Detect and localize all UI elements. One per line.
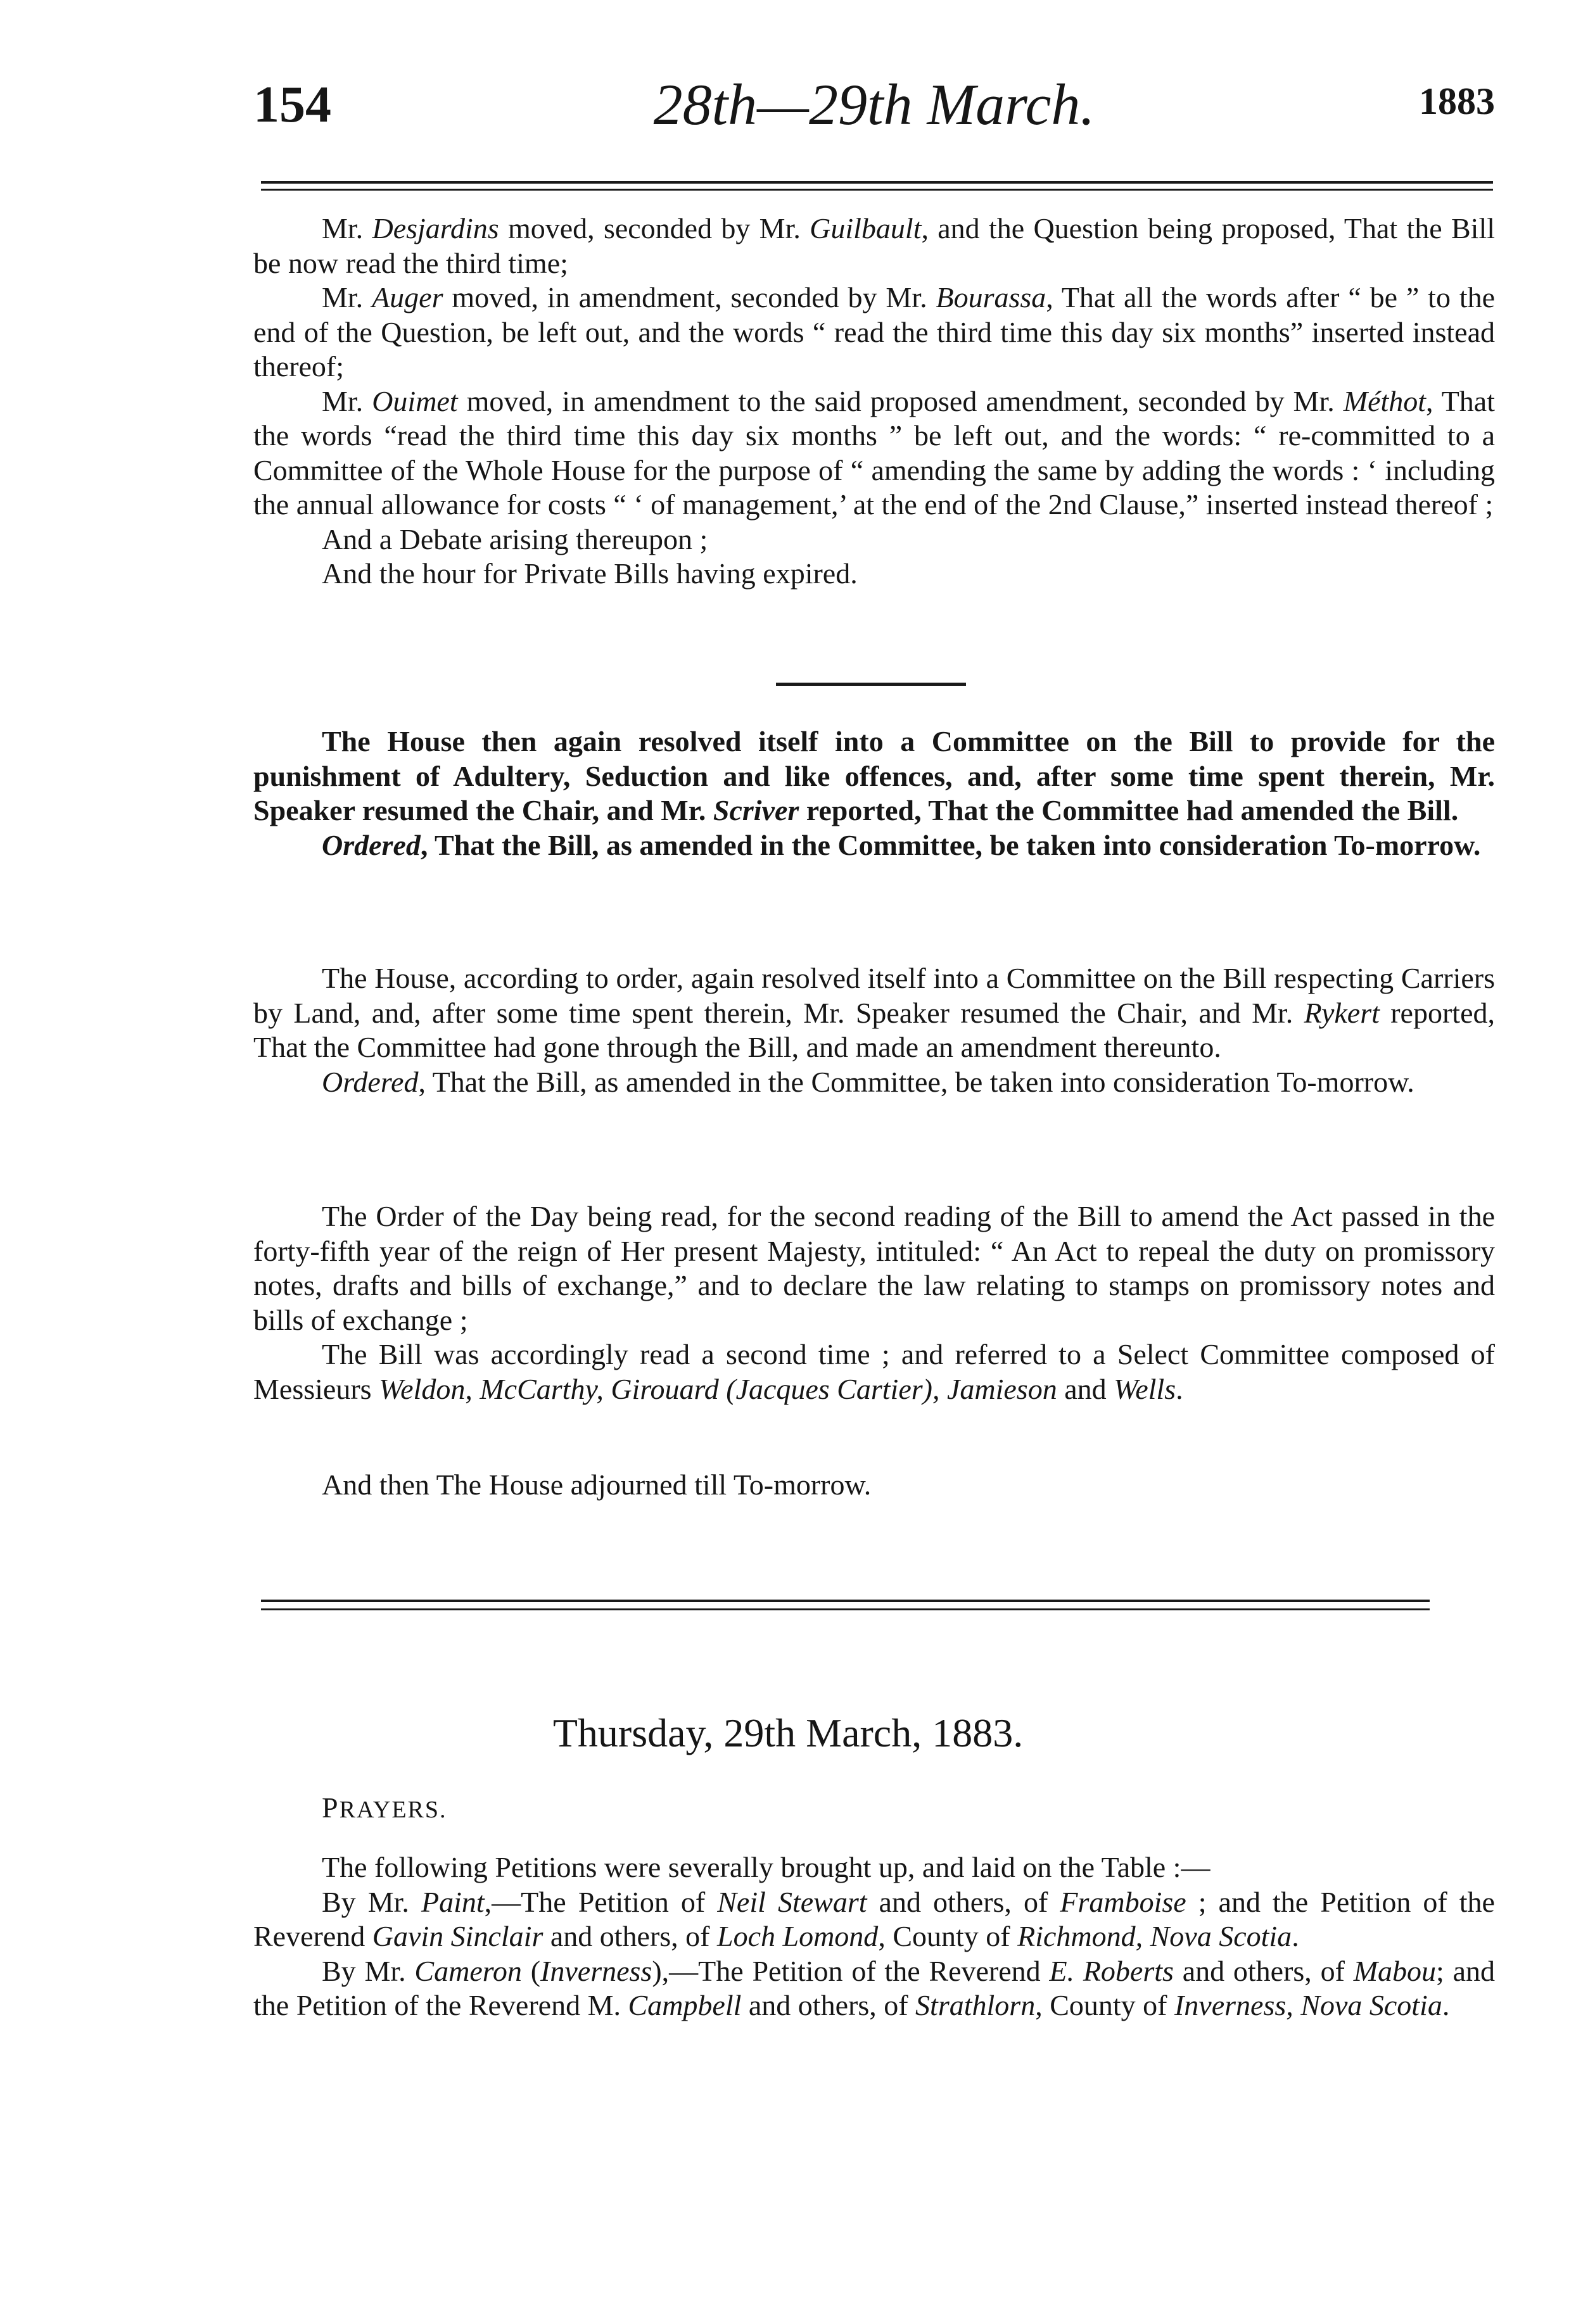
petitioner-name: Campbell	[628, 1989, 742, 2021]
stamps-bill-section	[253, 1199, 1495, 1406]
header-rule-bottom	[261, 189, 1493, 191]
place-name: Loch Lomond	[717, 1920, 879, 1952]
member-names: Weldon, McCarthy, Girouard (Jacques Cartier), Jamieson	[379, 1372, 1057, 1405]
member-name: Auger	[372, 281, 443, 313]
member-name: Guilbault	[810, 212, 922, 244]
carriers-bill-section	[253, 961, 1495, 1099]
section-separator	[776, 683, 966, 686]
adjournment-line: And then The House adjourned till To-morrow.	[322, 1468, 872, 1501]
debate-arising-line: And a Debate arising thereupon ;	[322, 522, 708, 555]
stamps-committee-paragraph: The Bill was accordingly read a second time ; and referred to a Select Committee composed of Messieurs Weldon, McCarthy, Girouard (Jacques Cartier), Jamieson and Wells.	[253, 1338, 1495, 1405]
adultery-ordered-paragraph: Ordered, That the Bill, as amended in the Committee, be taken into consideration To-morrow.	[322, 828, 1481, 861]
petitioner-name: Neil Stewart	[717, 1885, 867, 1918]
debate-section	[253, 212, 1495, 591]
member-name: Cameron	[414, 1954, 522, 1987]
debate-amendment-paragraph: Mr. Auger moved, in amendment, seconded by Mr. Bourassa, That all the words after “ be ” to the end of the Question, be left out, and the words “ read the third time this day six months” inserted instead thereof;	[253, 281, 1496, 382]
member-name: Bourassa	[936, 281, 1046, 313]
hour-expired-line: And the hour for Private Bills having expired.	[322, 557, 858, 590]
member-name: Scriver	[713, 794, 799, 826]
petitioner-name: Gavin Sinclair	[372, 1920, 543, 1952]
adjournment-section	[253, 1468, 1495, 1503]
page-number: 154	[253, 75, 331, 133]
member-name: Paint	[421, 1885, 485, 1918]
day-rule-bottom	[261, 1608, 1430, 1610]
petitions-intro: The following Petitions were severally brought up, and laid on the Table :—	[322, 1851, 1211, 1883]
petitions-section	[253, 1850, 1495, 2023]
stamps-order-paragraph: The Order of the Day being read, for the second reading of the Bill to amend the Act passed in the forty-fifth year of the reign of Her present Majesty, intituled: “ An Act to repeal the duty on promissory notes, drafts and bills of exchange,” and to declare the law relating to stamps on promissory notes and bills of exchange ;	[253, 1200, 1495, 1336]
member-name: Rykert	[1304, 996, 1380, 1029]
date-heading: Thursday, 29th March, 1883.	[552, 1710, 1024, 1755]
debate-motion-paragraph: Mr. Desjardins moved, seconded by Mr. Guilbault, and the Question being proposed, That the Bill be now read the third time;	[253, 212, 1496, 279]
place-name: Mabou	[1353, 1954, 1437, 1987]
prayers-heading: PRAYERS.	[322, 1791, 447, 1824]
member-name: Desjardins	[372, 212, 499, 244]
member-name: Méthot	[1343, 384, 1427, 417]
petitioner-name: E. Roberts	[1049, 1954, 1174, 1987]
petition-paint: By Mr. Paint,—The Petition of Neil Stewart and others, of Framboise ; and the Petition of the Reverend Gavin Sinclair and others, of Loch Lomond, County of Richmond, Nova Scotia.	[253, 1885, 1495, 1952]
page-header	[253, 72, 1495, 157]
place-name: Inverness, Nova Scotia	[1174, 1989, 1442, 2021]
ordered-label: Ordered	[322, 828, 421, 861]
place-name: Strathlorn	[915, 1989, 1036, 2021]
carriers-committee-paragraph: The House, according to order, again resolved itself into a Committee on the Bill respecting Carriers by Land, and, after some time spent therein, Mr. Speaker resumed the Chair, and Mr. Rykert reported, That the Committee had gone through the Bill, and made an amendment thereunto.	[253, 962, 1495, 1063]
adultery-committee-paragraph: The House then again resolved itself into a Committee on the Bill to provide for the punishment of Adultery, Seduction and like offences, and, after some time spent therein, Mr. Speaker resumed the Chair, and Mr. Scriver reported, That the Committee had amended the Bill.	[253, 725, 1495, 826]
place-name: Richmond, Nova Scotia	[1017, 1920, 1292, 1952]
member-name: Wells	[1114, 1372, 1176, 1405]
adultery-bill-section	[253, 724, 1495, 862]
header-year: 1883	[1419, 80, 1495, 122]
petition-cameron: By Mr. Cameron (Inverness),—The Petition of the Reverend E. Roberts and others, of Mabou; and the Petition of the Reverend M. Campbell and others, of Strathlorn, County of Inverness, Nova Scotia.	[253, 1954, 1495, 2021]
place-name: Framboise	[1060, 1885, 1186, 1918]
debate-subamendment-paragraph: Mr. Ouimet moved, in amendment to the said proposed amendment, seconded by Mr. Méthot, That the words “read the third time this day six months ” be left out, and the words: “ re-committed to a Committee of the Whole House for the purpose of “ amending the same by adding the words : ‘ including the annual allowance for costs “ ‘ of management,’ at the end of the 2nd Clause,” inserted instead thereof ;	[253, 384, 1496, 521]
header-rule-top	[261, 181, 1493, 184]
place-name: Inverness	[540, 1954, 652, 1987]
ordered-label: Ordered	[322, 1065, 419, 1098]
day-rule-top	[261, 1600, 1430, 1602]
carriers-ordered-paragraph: Ordered, That the Bill, as amended in the Committee, be taken into consideration To-morrow.	[322, 1065, 1414, 1098]
running-title: 28th—29th March.	[653, 72, 1095, 137]
member-name: Ouimet	[372, 384, 458, 417]
